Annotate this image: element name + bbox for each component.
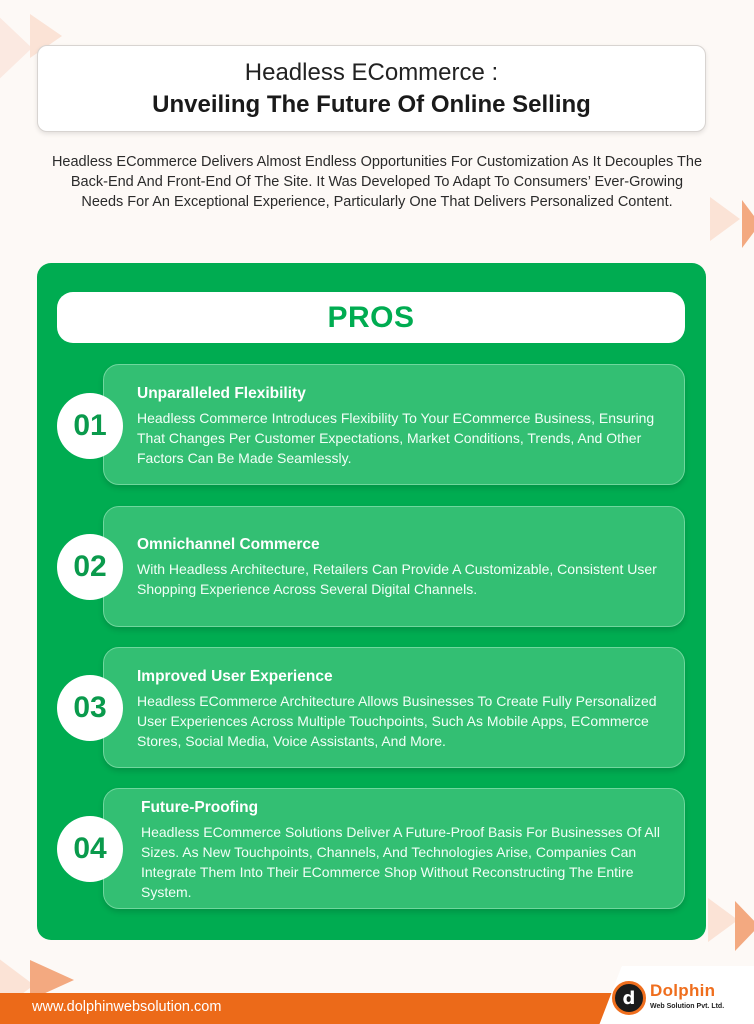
pros-heading: PROS — [327, 300, 415, 334]
number-badge: 02 — [57, 534, 123, 600]
pro-card-description: With Headless Architecture, Retailers Can Provide A Customizable, Consistent User Shopping Experience Across Several Digital Channels. — [137, 561, 657, 597]
logo-name: Dolphin — [650, 981, 716, 1000]
title-box — [37, 45, 706, 132]
pro-card-title: Unparalleled Flexibility — [137, 385, 306, 402]
logo-subtitle: Web Solution Pvt. Ltd. — [650, 1003, 725, 1010]
number-badge: 03 — [57, 675, 123, 741]
dolphin-logo-icon: d — [612, 981, 646, 1015]
pro-card-title: Future-Proofing — [141, 799, 259, 816]
number-badge: 04 — [57, 816, 123, 882]
page-subtitle: Unveiling The Future Of Online Selling — [152, 91, 591, 118]
website-link[interactable]: www.dolphinwebsolution.com — [32, 999, 222, 1015]
pros-panel — [37, 263, 706, 940]
intro-paragraph: Headless ECommerce Delivers Almost Endless Opportunities For Customization As It Decouples The Back-End And Front-End Of The Site. It Was Developed To Adapt To Consumers’ Ever-Growing Needs For An Exceptional Experience, Particularly One That Delivers Personalized Content. — [51, 154, 703, 210]
pro-card-title: Omnichannel Commerce — [137, 536, 320, 553]
pro-card-4 — [103, 788, 685, 909]
pro-card-description: Headless Commerce Introduces Flexibility To Your ECommerce Business, Ensuring That Changes Per Customer Expectations, Market Conditions, Trends, And Other Factors Can Be Made Seamlessly. — [137, 410, 655, 466]
pros-heading-bar — [57, 292, 685, 343]
pro-card-description: Headless ECommerce Architecture Allows Businesses To Create Fully Personalized User Experiences Across Multiple Touchpoints, Such As Mobile Apps, ECommerce Stores, Social Media, Voice Assistants, And More. — [137, 693, 657, 749]
decorative-triangle-icon — [742, 200, 754, 248]
number-badge: 01 — [57, 393, 123, 459]
page-title: Headless ECommerce : — [244, 59, 499, 86]
pro-card-description: Headless ECommerce Solutions Deliver A Future-Proof Basis For Businesses Of All Sizes. As New Touchpoints, Channels, And Technologies Arise, Companies Can Integrate Them Into Their ECommerce Shop Without Reconstructing The Entire System. — [141, 824, 660, 900]
pro-card-1 — [103, 364, 685, 485]
decorative-triangle-icon — [0, 10, 32, 86]
decorative-triangle-icon — [710, 197, 740, 241]
pro-card-title: Improved User Experience — [137, 668, 333, 685]
decorative-triangle-icon — [735, 901, 754, 951]
pro-card-3 — [103, 647, 685, 768]
pro-card-2 — [103, 506, 685, 627]
decorative-triangle-icon — [708, 898, 738, 942]
